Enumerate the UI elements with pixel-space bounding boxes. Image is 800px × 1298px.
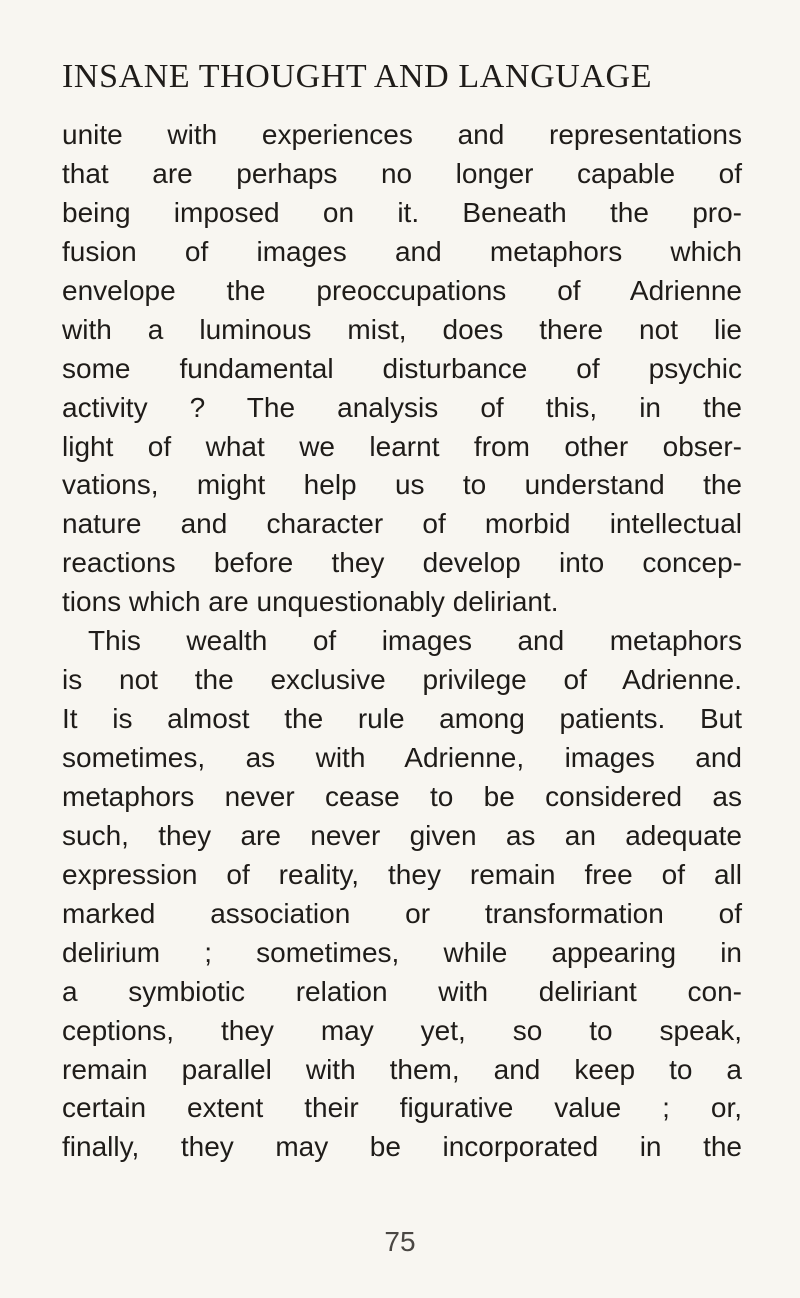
text-line: a symbiotic relation with deliriant con- (62, 975, 742, 1007)
text-line: is not the exclusive privilege of Adrienne. (62, 664, 742, 696)
text-line: light of what we learnt from other obser- (62, 430, 742, 462)
text-line: reactions before they develop into concep- (62, 547, 742, 579)
text-line: some fundamental disturbance of psychic (62, 352, 742, 384)
text-line: such, they are never given as an adequate (62, 819, 742, 851)
text-line: delirium ; sometimes, while appearing in (62, 936, 742, 968)
page-number: 75 (384, 1226, 416, 1257)
text-line: finally, they may be incorporated in the (62, 1131, 742, 1163)
text-line: metaphors never cease to be considered as (62, 780, 742, 812)
text-line: fusion of images and metaphors which (62, 235, 742, 267)
body-text (62, 116, 742, 1167)
text-line: with a luminous mist, does there not lie (62, 313, 742, 345)
text-line: ceptions, they may yet, so to speak, (62, 1014, 742, 1046)
text-line: nature and character of morbid intellectual (62, 508, 742, 540)
text-line: envelope the preoccupations of Adrienne (62, 274, 742, 306)
text-line: remain parallel with them, and keep to a (62, 1053, 742, 1085)
text-line: being imposed on it. Beneath the pro- (62, 196, 742, 228)
text-line: sometimes, as with Adrienne, images and (62, 742, 742, 773)
text-line: activity ? The analysis of this, in the (62, 391, 742, 423)
running-head: INSANE THOUGHT AND LANGUAGE (62, 58, 653, 95)
text-line: It is almost the rule among patients. But (62, 703, 742, 735)
text-line-paragraph-start: This wealth of images and metaphors (88, 625, 742, 657)
text-line: tions which are unquestionably deliriant. (62, 586, 559, 618)
text-line: expression of reality, they remain free of all (62, 858, 742, 890)
text-line: unite with experiences and representations (62, 119, 742, 150)
text-line: that are perhaps no longer capable of (62, 157, 742, 189)
text-line: marked association or transformation of (62, 897, 742, 929)
text-line: vations, might help us to understand the (62, 469, 742, 501)
text-line: certain extent their figurative value ; or, (62, 1092, 742, 1124)
